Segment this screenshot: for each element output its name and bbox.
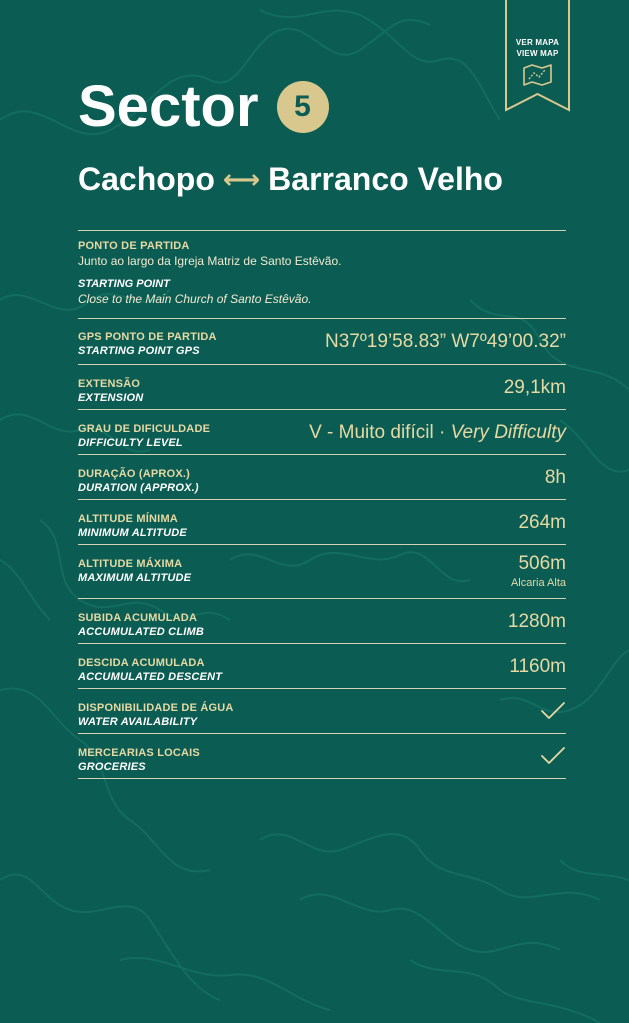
sector-number-badge: 5 <box>277 81 329 133</box>
duration-label-en: DURATION (APPROX.) <box>78 482 199 494</box>
difficulty-value-en: Very Difficulty <box>450 422 566 443</box>
view-map-button[interactable] <box>505 0 570 112</box>
climb-row <box>78 598 566 643</box>
bidirectional-arrow-icon: ⟷ <box>222 164 261 194</box>
water-row <box>78 688 566 733</box>
extension-row <box>78 364 566 409</box>
map-icon <box>523 64 552 86</box>
descent-value: 1160m <box>509 656 566 677</box>
descent-row <box>78 643 566 688</box>
groceries-label-pt: MERCEARIAS LOCAIS <box>78 747 200 759</box>
view-map-label-en: VIEW MAP <box>516 49 559 58</box>
extension-label-en: EXTENSION <box>78 392 144 404</box>
checkmark-icon <box>540 701 566 721</box>
start-point-desc-en: Close to the Main Church of Santo Estêvão. <box>78 292 312 306</box>
min-altitude-value: 264m <box>518 512 566 533</box>
route-from: Cachopo <box>78 161 215 197</box>
groceries-row <box>78 733 566 779</box>
max-altitude-value: 506m <box>518 553 566 574</box>
start-point-label-pt: PONTO DE PARTIDA <box>78 240 190 252</box>
start-point-desc-pt: Junto ao largo da Igreja Matriz de Santo Estêvão. <box>78 254 342 268</box>
difficulty-row <box>78 409 566 454</box>
groceries-label-en: GROCERIES <box>78 761 146 773</box>
route-to: Barranco Velho <box>268 161 503 197</box>
start-point-row <box>78 230 566 318</box>
max-altitude-row <box>78 544 566 598</box>
difficulty-label-pt: GRAU DE DIFICULDADE <box>78 423 211 435</box>
descent-label-en: ACCUMULATED DESCENT <box>78 671 223 683</box>
duration-value: 8h <box>544 467 566 488</box>
gps-value: N37º19’58.83” W7º49’00.32” <box>325 331 566 352</box>
gps-label-en: STARTING POINT GPS <box>78 345 200 357</box>
start-point-label-en: STARTING POINT <box>78 278 170 290</box>
min-altitude-label-pt: ALTITUDE MÍNIMA <box>78 513 178 525</box>
difficulty-value-pt: V - Muito difícil · <box>309 422 446 443</box>
title-row <box>78 74 329 139</box>
water-label-en: WATER AVAILABILITY <box>78 716 198 728</box>
extension-label-pt: EXTENSÃO <box>78 378 141 390</box>
max-altitude-label-pt: ALTITUDE MÁXIMA <box>78 558 183 570</box>
descent-label-pt: DESCIDA ACUMULADA <box>78 657 205 669</box>
climb-label-en: ACCUMULATED CLIMB <box>78 626 205 638</box>
duration-label-pt: DURAÇÃO (APROX.) <box>78 468 190 480</box>
page-title: Sector <box>78 74 259 139</box>
gps-label-pt: GPS PONTO DE PARTIDA <box>78 331 217 343</box>
route-title <box>78 161 503 198</box>
max-altitude-label-en: MAXIMUM ALTITUDE <box>78 572 192 584</box>
gps-row <box>78 318 566 364</box>
difficulty-value <box>309 422 566 444</box>
max-altitude-location: Alcaria Alta <box>510 577 566 589</box>
climb-label-pt: SUBIDA ACUMULADA <box>78 612 198 624</box>
duration-row <box>78 454 566 499</box>
extension-value: 29,1km <box>503 377 566 398</box>
view-map-label-pt: VER MAPA <box>515 38 560 47</box>
water-label-pt: DISPONIBILIDADE DE ÁGUA <box>78 702 234 714</box>
min-altitude-row <box>78 499 566 544</box>
climb-value: 1280m <box>507 611 566 632</box>
difficulty-label-en: DIFFICULTY LEVEL <box>78 437 183 449</box>
checkmark-icon <box>540 746 566 766</box>
sector-info-table <box>78 230 566 779</box>
min-altitude-label-en: MINIMUM ALTITUDE <box>78 527 187 539</box>
